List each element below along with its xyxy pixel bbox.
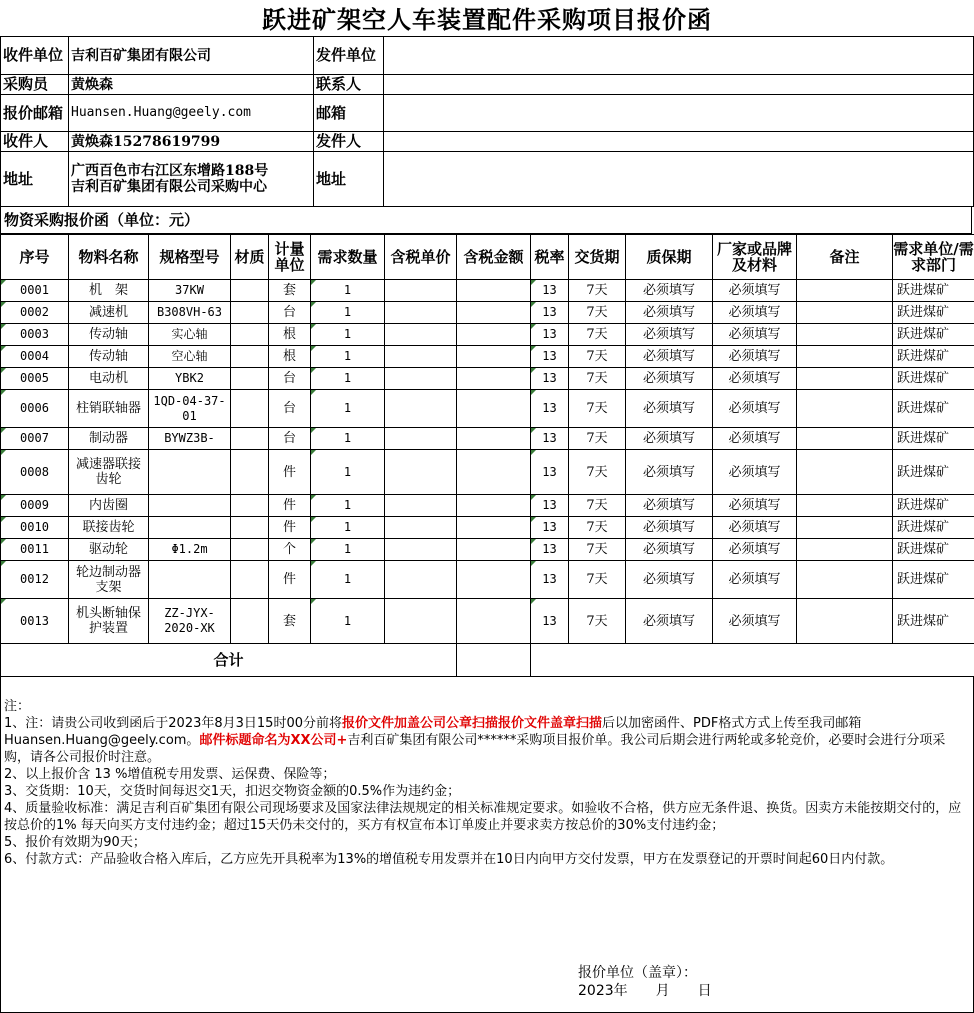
- cell-material[interactable]: [231, 599, 269, 644]
- receiver[interactable]: 黄焕森15278619799: [69, 132, 314, 152]
- col-unit: 计量单位: [269, 235, 311, 280]
- items-table: [0, 234, 974, 677]
- cell-dept: 跃进煤矿: [893, 368, 974, 390]
- col-name: 物料名称: [69, 235, 149, 280]
- cell-unit: 件: [269, 517, 311, 539]
- cell-name: 机 架: [69, 280, 149, 302]
- cell-unit: 件: [269, 495, 311, 517]
- cell-unit: 台: [269, 390, 311, 428]
- cell-spec: Φ1.2m: [149, 539, 231, 561]
- table-row: [1, 539, 974, 561]
- cell-price[interactable]: [385, 368, 457, 390]
- cell-name: 传动轴: [69, 346, 149, 368]
- cell-remark[interactable]: [797, 599, 893, 644]
- col-material: 材质: [231, 235, 269, 280]
- table-row: [1, 368, 974, 390]
- cell-amount[interactable]: [457, 450, 531, 495]
- cell-delivery: 7天: [569, 324, 626, 346]
- cell-warranty[interactable]: 必须填写: [626, 599, 713, 644]
- cell-price[interactable]: [385, 450, 457, 495]
- cell-spec: BYWZ3B-: [149, 428, 231, 450]
- cell-unit: 台: [269, 368, 311, 390]
- total-label: 合计: [1, 644, 457, 677]
- cell-material[interactable]: [231, 539, 269, 561]
- cell-delivery: 7天: [569, 346, 626, 368]
- cell-price[interactable]: [385, 346, 457, 368]
- cell-brand[interactable]: 必须填写: [713, 539, 797, 561]
- cell-tax: 13: [531, 324, 569, 346]
- cell-brand[interactable]: 必须填写: [713, 495, 797, 517]
- cell-brand[interactable]: 必须填写: [713, 324, 797, 346]
- cell-tax: 13: [531, 302, 569, 324]
- cell-remark[interactable]: [797, 561, 893, 599]
- cell-name: 驱动轮: [69, 539, 149, 561]
- cell-spec: ZZ-JYX-2020-XK: [149, 599, 231, 644]
- cell-spec: YBK2: [149, 368, 231, 390]
- cell-tax: 13: [531, 517, 569, 539]
- cell-warranty[interactable]: 必须填写: [626, 495, 713, 517]
- cell-no: 0007: [1, 428, 69, 450]
- cell-price[interactable]: [385, 324, 457, 346]
- cell-remark[interactable]: [797, 517, 893, 539]
- cell-delivery: 7天: [569, 450, 626, 495]
- cell-amount[interactable]: [457, 324, 531, 346]
- note-1-text-b: 后以加密函件、PDF格式方式上传至我司邮箱Huansen.Huang@geely.com。: [4, 716, 862, 748]
- cell-brand[interactable]: 必须填写: [713, 517, 797, 539]
- quote-email[interactable]: Huansen.Huang@geely.com: [69, 95, 314, 132]
- sender-address-field[interactable]: [384, 152, 974, 207]
- cell-delivery: 7天: [569, 517, 626, 539]
- cell-qty: 1: [311, 450, 385, 495]
- cell-qty: 1: [311, 517, 385, 539]
- cell-dept: 跃进煤矿: [893, 561, 974, 599]
- cell-dept: 跃进煤矿: [893, 428, 974, 450]
- address-label: 地址: [1, 152, 69, 207]
- cell-dept: 跃进煤矿: [893, 324, 974, 346]
- cell-name: 减速器联接齿轮: [69, 450, 149, 495]
- total-row: [1, 644, 974, 677]
- cell-qty: 1: [311, 280, 385, 302]
- recipient-unit[interactable]: 吉利百矿集团有限公司: [69, 37, 314, 75]
- cell-material[interactable]: [231, 428, 269, 450]
- cell-brand[interactable]: 必须填写: [713, 280, 797, 302]
- note-1-text-a: 1、注：请贵公司收到函后于2023年8月3日15时00分前将: [4, 716, 342, 731]
- section-title: 物资采购报价函（单位：元）: [0, 206, 972, 234]
- sender-address-label: 地址: [314, 152, 384, 207]
- col-spec: 规格型号: [149, 235, 231, 280]
- cell-price[interactable]: [385, 390, 457, 428]
- cell-amount[interactable]: [457, 599, 531, 644]
- col-brand: 厂家或品牌及材料: [713, 235, 797, 280]
- cell-dept: 跃进煤矿: [893, 346, 974, 368]
- cell-amount[interactable]: [457, 561, 531, 599]
- cell-warranty[interactable]: 必须填写: [626, 280, 713, 302]
- note-5: 5、报价有效期为90天；: [4, 835, 146, 850]
- cell-warranty[interactable]: 必须填写: [626, 561, 713, 599]
- sender-label: 发件人: [314, 132, 384, 152]
- address-line-1: 广西百色市右江区东增路188号: [71, 163, 269, 179]
- cell-remark[interactable]: [797, 539, 893, 561]
- cell-warranty[interactable]: 必须填写: [626, 346, 713, 368]
- email-field[interactable]: [384, 95, 974, 132]
- cell-delivery: 7天: [569, 495, 626, 517]
- cell-delivery: 7天: [569, 428, 626, 450]
- note-1-highlight-1: 报价文件加盖公司公章扫描报价文件盖章扫描: [341, 716, 602, 731]
- cell-no: 0011: [1, 539, 69, 561]
- cell-unit: 个: [269, 539, 311, 561]
- note-6: 6、付款方式：产品验收合格入库后，乙方应先开具税率为13%的增值税专用发票并在10日内向甲方交付发票，甲方在发票登记的开票时间起60日内付款。: [4, 852, 894, 867]
- cell-price[interactable]: [385, 302, 457, 324]
- table-row: [1, 280, 974, 302]
- cell-no: 0002: [1, 302, 69, 324]
- cell-tax: 13: [531, 450, 569, 495]
- cell-warranty[interactable]: 必须填写: [626, 517, 713, 539]
- cell-dept: 跃进煤矿: [893, 390, 974, 428]
- cell-unit: 根: [269, 346, 311, 368]
- cell-tax: 13: [531, 561, 569, 599]
- buyer-label: 采购员: [1, 75, 69, 95]
- cell-material[interactable]: [231, 324, 269, 346]
- cell-delivery: 7天: [569, 280, 626, 302]
- col-no: 序号: [1, 235, 69, 280]
- cell-price[interactable]: [385, 561, 457, 599]
- cell-brand[interactable]: 必须填写: [713, 346, 797, 368]
- cell-no: 0013: [1, 599, 69, 644]
- cell-no: 0008: [1, 450, 69, 495]
- cell-remark[interactable]: [797, 302, 893, 324]
- table-row: [1, 450, 974, 495]
- cell-price[interactable]: [385, 517, 457, 539]
- cell-warranty[interactable]: 必须填写: [626, 302, 713, 324]
- sender-unit-field[interactable]: [384, 37, 974, 75]
- recipient-unit-label: 收件单位: [1, 37, 69, 75]
- table-row: [1, 517, 974, 539]
- cell-qty: 1: [311, 368, 385, 390]
- cell-warranty[interactable]: 必须填写: [626, 324, 713, 346]
- cell-warranty[interactable]: 必须填写: [626, 390, 713, 428]
- cell-amount[interactable]: [457, 495, 531, 517]
- cell-amount[interactable]: [457, 368, 531, 390]
- cell-warranty[interactable]: 必须填写: [626, 450, 713, 495]
- receiver-label: 收件人: [1, 132, 69, 152]
- quote-email-label: 报价邮箱: [1, 95, 69, 132]
- cell-qty: 1: [311, 539, 385, 561]
- signature-block: [578, 964, 712, 1000]
- cell-warranty[interactable]: 必须填写: [626, 368, 713, 390]
- col-warranty: 质保期: [626, 235, 713, 280]
- table-row: [1, 390, 974, 428]
- cell-no: 0012: [1, 561, 69, 599]
- sign-date[interactable]: 2023年 月 日: [578, 983, 712, 999]
- cell-no: 0004: [1, 346, 69, 368]
- cell-name: 制动器: [69, 428, 149, 450]
- cell-delivery: 7天: [569, 390, 626, 428]
- cell-remark[interactable]: [797, 428, 893, 450]
- cell-qty: 1: [311, 346, 385, 368]
- cell-no: 0006: [1, 390, 69, 428]
- cell-amount[interactable]: [457, 539, 531, 561]
- cell-price[interactable]: [385, 539, 457, 561]
- cell-name: 柱销联轴器: [69, 390, 149, 428]
- cell-remark[interactable]: [797, 368, 893, 390]
- table-row: [1, 324, 974, 346]
- cell-tax: 13: [531, 346, 569, 368]
- cell-name: 电动机: [69, 368, 149, 390]
- cell-no: 0001: [1, 280, 69, 302]
- cell-material[interactable]: [231, 280, 269, 302]
- notes: [0, 676, 974, 1013]
- cell-material[interactable]: [231, 368, 269, 390]
- sign-unit-label: 报价单位（盖章）：: [578, 965, 697, 981]
- cell-brand[interactable]: 必须填写: [713, 450, 797, 495]
- cell-tax: 13: [531, 599, 569, 644]
- cell-remark[interactable]: [797, 495, 893, 517]
- note-2: 2、以上报价含 13 %增值税专用发票、运保费、保险等；: [4, 767, 336, 782]
- email-label: 邮箱: [314, 95, 384, 132]
- cell-dept: 跃进煤矿: [893, 539, 974, 561]
- col-remark: 备注: [797, 235, 893, 280]
- info-table: [0, 36, 974, 207]
- cell-delivery: 7天: [569, 302, 626, 324]
- total-amount[interactable]: [457, 644, 531, 677]
- cell-tax: 13: [531, 280, 569, 302]
- cell-spec: 实心轴: [149, 324, 231, 346]
- header-row: [1, 235, 974, 280]
- col-dept: 需求单位/需求部门: [893, 235, 974, 280]
- cell-qty: 1: [311, 390, 385, 428]
- cell-amount[interactable]: [457, 428, 531, 450]
- cell-name: 内齿圈: [69, 495, 149, 517]
- cell-dept: 跃进煤矿: [893, 599, 974, 644]
- cell-material[interactable]: [231, 561, 269, 599]
- cell-spec: [149, 495, 231, 517]
- cell-warranty[interactable]: 必须填写: [626, 428, 713, 450]
- note-4: 4、质量验收标准：满足吉利百矿集团有限公司现场要求及国家法律法规规定的相关标准规定要求。如验收不合格，供方应无条件退、换货。因卖方未能按期交付的，应按总价的1% 每天向买方支付违约金；超过15天仍未交付的，买方有权宣布本订单废止并要求卖方按总价的30%支付违约金；: [4, 801, 962, 833]
- table-row: [1, 346, 974, 368]
- cell-spec: 1QD-04-37-01: [149, 390, 231, 428]
- cell-price[interactable]: [385, 599, 457, 644]
- note-1-highlight-2: 邮件标题命名为XX公司+: [199, 733, 348, 748]
- col-amount: 含税金额: [457, 235, 531, 280]
- cell-dept: 跃进煤矿: [893, 302, 974, 324]
- cell-no: 0010: [1, 517, 69, 539]
- cell-material[interactable]: [231, 346, 269, 368]
- cell-unit: 套: [269, 280, 311, 302]
- cell-brand[interactable]: 必须填写: [713, 390, 797, 428]
- table-row: [1, 495, 974, 517]
- col-qty: 需求数量: [311, 235, 385, 280]
- cell-price[interactable]: [385, 428, 457, 450]
- cell-dept: 跃进煤矿: [893, 517, 974, 539]
- address[interactable]: [69, 152, 314, 207]
- total-rest: [531, 644, 974, 677]
- cell-amount[interactable]: [457, 517, 531, 539]
- cell-material[interactable]: [231, 302, 269, 324]
- col-delivery: 交货期: [569, 235, 626, 280]
- note-1: [4, 715, 970, 766]
- cell-brand[interactable]: 必须填写: [713, 368, 797, 390]
- item-rows: [1, 280, 974, 644]
- contact-label: 联系人: [314, 75, 384, 95]
- cell-amount[interactable]: [457, 346, 531, 368]
- cell-unit: 件: [269, 450, 311, 495]
- cell-tax: 13: [531, 539, 569, 561]
- cell-spec: B308VH-63: [149, 302, 231, 324]
- cell-brand[interactable]: 必须填写: [713, 561, 797, 599]
- page-title: 跃进矿架空人车装置配件采购项目报价函: [262, 5, 712, 34]
- cell-qty: 1: [311, 428, 385, 450]
- table-row: [1, 302, 974, 324]
- cell-material[interactable]: [231, 390, 269, 428]
- cell-name: 轮边制动器支架: [69, 561, 149, 599]
- buyer[interactable]: 黄焕森: [69, 75, 314, 95]
- contact-field[interactable]: [384, 75, 974, 95]
- cell-dept: 跃进煤矿: [893, 280, 974, 302]
- cell-material[interactable]: [231, 517, 269, 539]
- cell-qty: 1: [311, 599, 385, 644]
- cell-amount[interactable]: [457, 390, 531, 428]
- cell-brand[interactable]: 必须填写: [713, 302, 797, 324]
- cell-brand[interactable]: 必须填写: [713, 599, 797, 644]
- cell-amount[interactable]: [457, 280, 531, 302]
- cell-warranty[interactable]: 必须填写: [626, 539, 713, 561]
- table-row: [1, 561, 974, 599]
- cell-remark[interactable]: [797, 280, 893, 302]
- cell-delivery: 7天: [569, 539, 626, 561]
- cell-tax: 13: [531, 495, 569, 517]
- cell-qty: 1: [311, 495, 385, 517]
- cell-spec: 空心轴: [149, 346, 231, 368]
- cell-price[interactable]: [385, 280, 457, 302]
- cell-qty: 1: [311, 302, 385, 324]
- cell-price[interactable]: [385, 495, 457, 517]
- cell-material[interactable]: [231, 450, 269, 495]
- cell-tax: 13: [531, 428, 569, 450]
- cell-tax: 13: [531, 390, 569, 428]
- table-row: [1, 428, 974, 450]
- cell-unit: 台: [269, 302, 311, 324]
- cell-spec: 37KW: [149, 280, 231, 302]
- cell-name: 机头断轴保护装置: [69, 599, 149, 644]
- sender-unit-label: 发件单位: [314, 37, 384, 75]
- cell-no: 0009: [1, 495, 69, 517]
- cell-name: 联接齿轮: [69, 517, 149, 539]
- cell-remark[interactable]: [797, 346, 893, 368]
- cell-qty: 1: [311, 561, 385, 599]
- cell-remark[interactable]: [797, 324, 893, 346]
- cell-delivery: 7天: [569, 368, 626, 390]
- cell-spec: [149, 517, 231, 539]
- cell-no: 0005: [1, 368, 69, 390]
- cell-name: 传动轴: [69, 324, 149, 346]
- cell-material[interactable]: [231, 495, 269, 517]
- note-3: 3、交货期：10天，交货时间每迟交1天，扣迟交物资金额的0.5%作为违约金；: [4, 784, 461, 799]
- cell-unit: 件: [269, 561, 311, 599]
- cell-unit: 台: [269, 428, 311, 450]
- cell-delivery: 7天: [569, 561, 626, 599]
- cell-remark[interactable]: [797, 390, 893, 428]
- cell-amount[interactable]: [457, 302, 531, 324]
- col-price: 含税单价: [385, 235, 457, 280]
- table-row: [1, 599, 974, 644]
- cell-brand[interactable]: 必须填写: [713, 428, 797, 450]
- address-line-2: 吉利百矿集团有限公司采购中心: [71, 179, 267, 195]
- cell-spec: [149, 561, 231, 599]
- sender-field[interactable]: [384, 132, 974, 152]
- cell-delivery: 7天: [569, 599, 626, 644]
- cell-unit: 套: [269, 599, 311, 644]
- cell-dept: 跃进煤矿: [893, 495, 974, 517]
- cell-unit: 根: [269, 324, 311, 346]
- col-tax: 税率: [531, 235, 569, 280]
- cell-tax: 13: [531, 368, 569, 390]
- cell-dept: 跃进煤矿: [893, 450, 974, 495]
- cell-remark[interactable]: [797, 450, 893, 495]
- cell-no: 0003: [1, 324, 69, 346]
- cell-spec: [149, 450, 231, 495]
- cell-name: 减速机: [69, 302, 149, 324]
- note-1-text-c: 吉利百矿集团有限公司******采购项目报价单。我公司后期会进行两轮或多轮竞价，必要时会进行分项采购，请各公司报价时注意。: [4, 733, 946, 765]
- cell-qty: 1: [311, 324, 385, 346]
- notes-heading: 注：: [4, 699, 31, 714]
